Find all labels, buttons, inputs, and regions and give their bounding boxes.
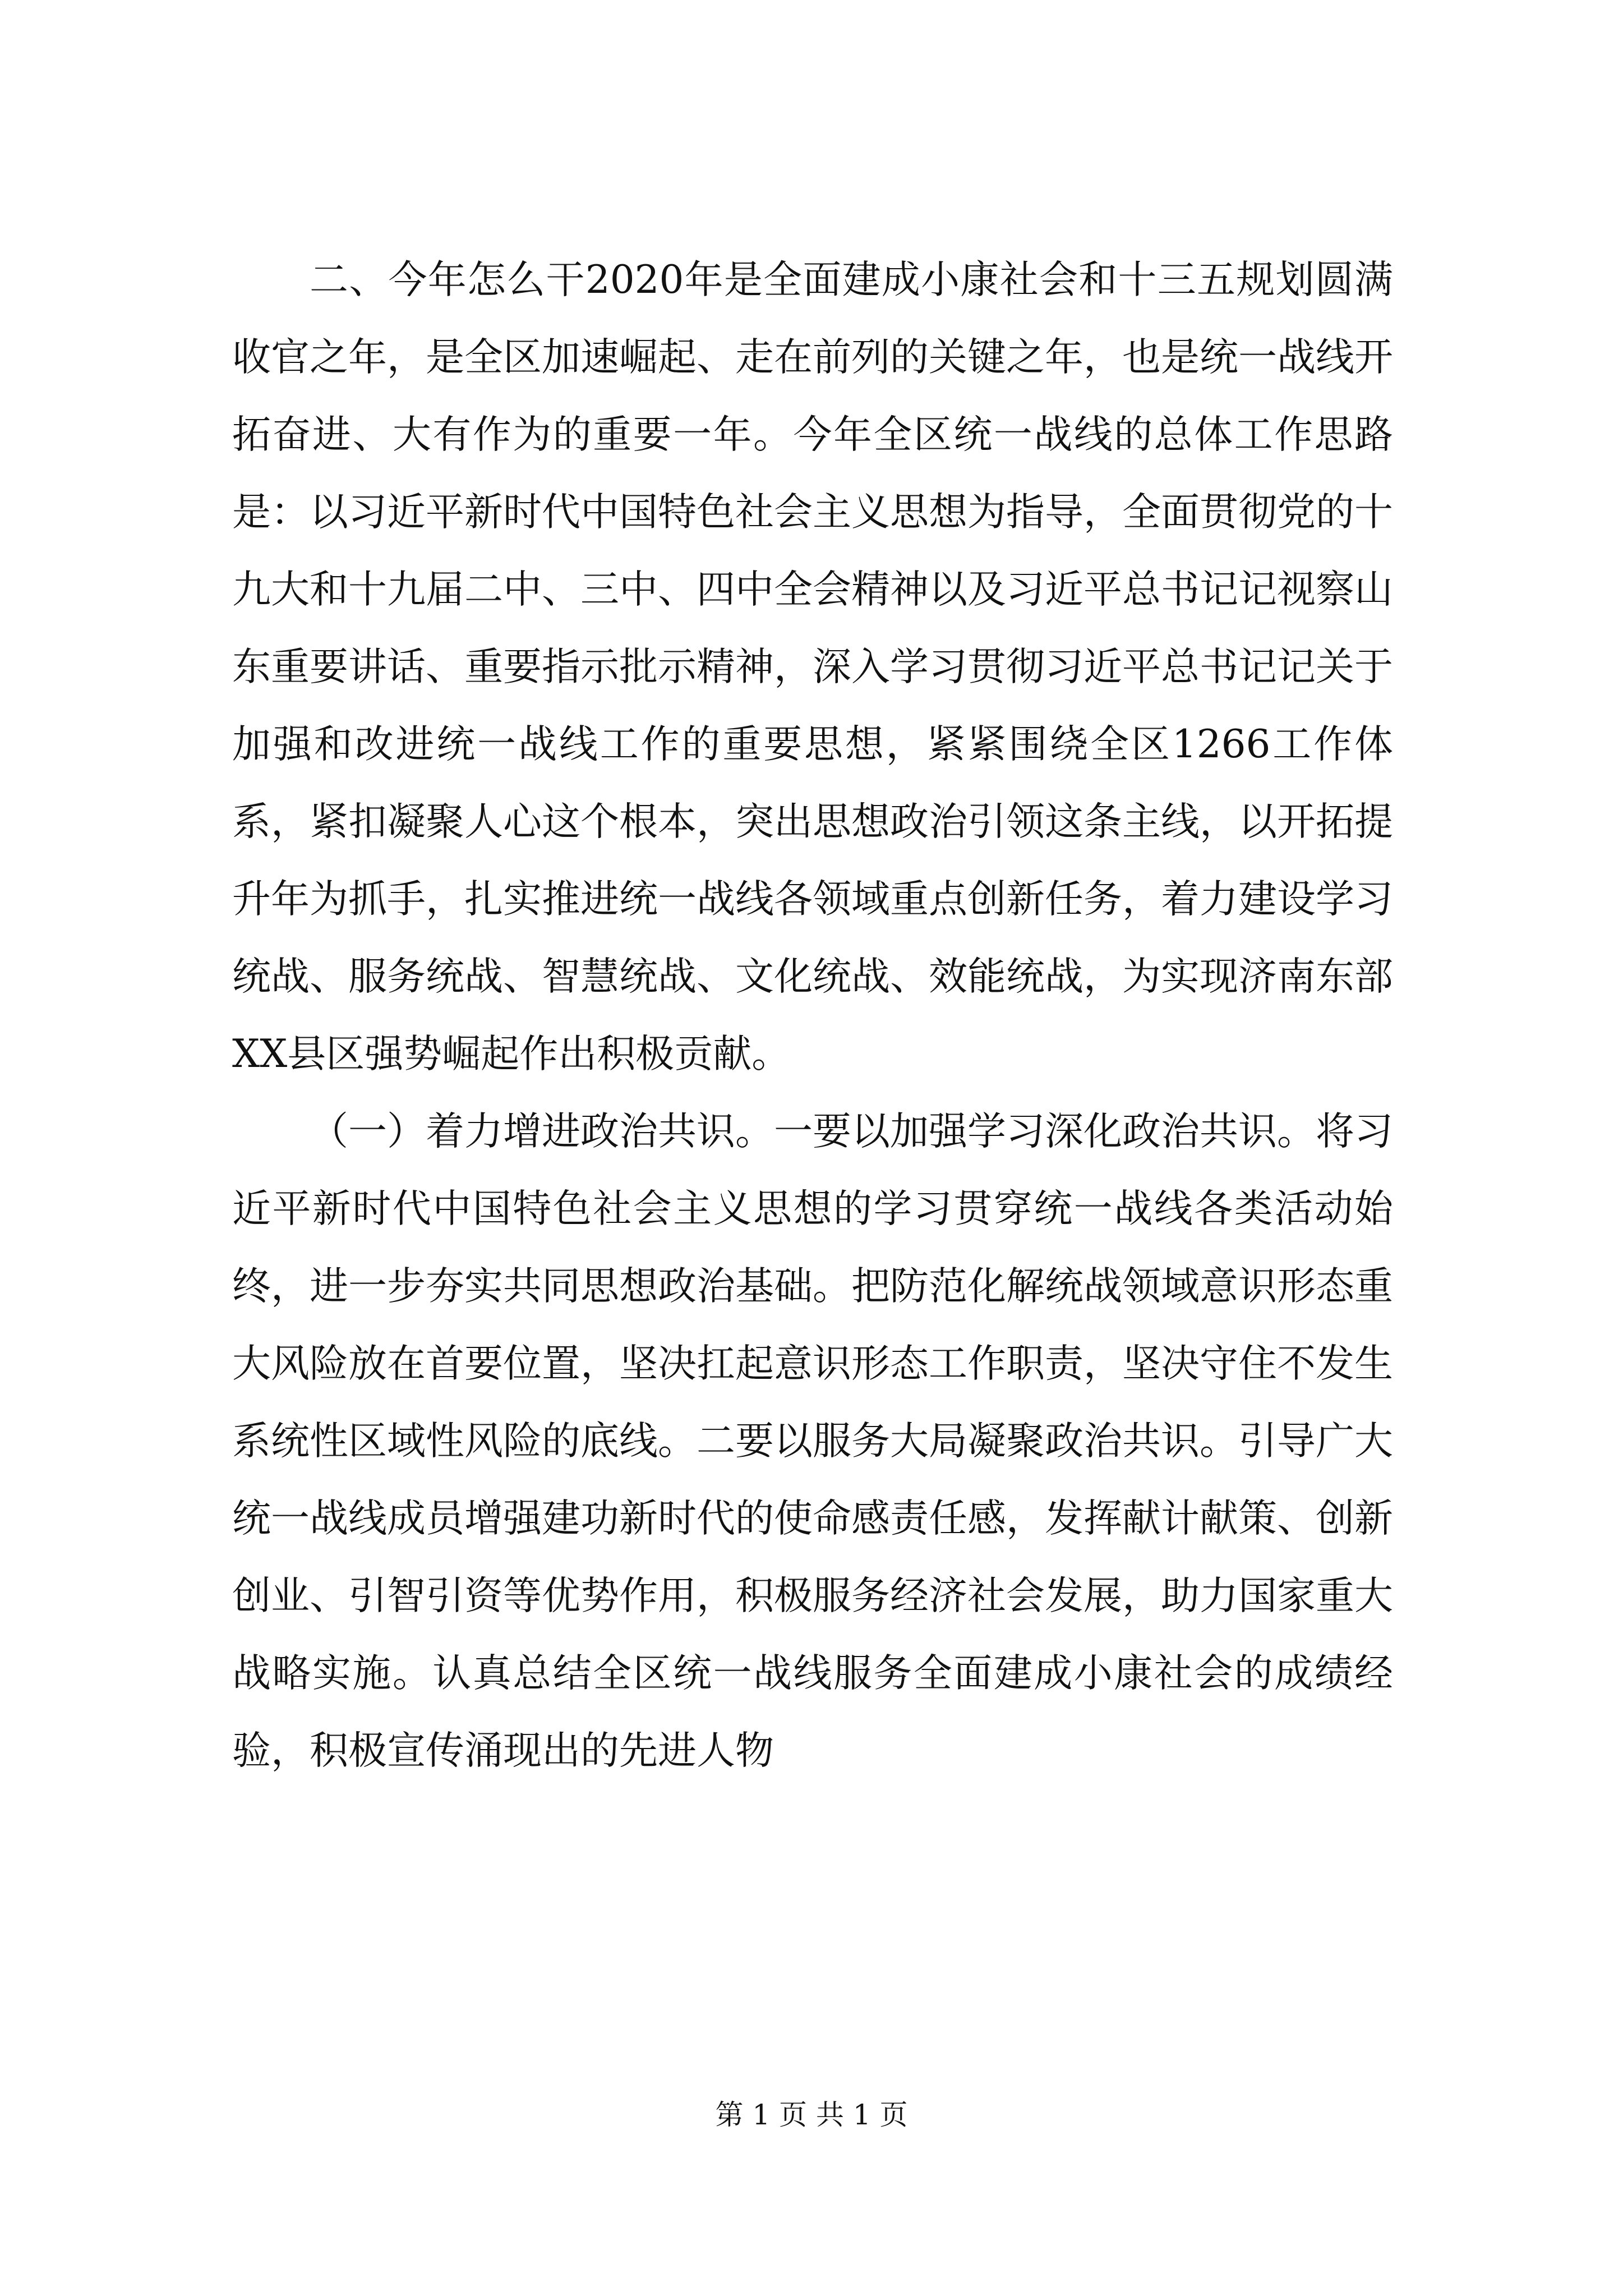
- paragraph-political-consensus: （一）着力增进政治共识。一要以加强学习深化政治共识。将习近平新时代中国特色社会主义思想的学习贯穿统一战线各类活动始终，进一步夯实共同思想政治基础。把防范化解统战领域意识形态重大风险放在首要位置，坚决扛起意识形态工作职责，坚决守住不发生系统性区域性风险的底线。二要以服务大局凝聚政治共识。引导广大统一战线成员增强建功新时代的使命感责任感，发挥献计献策、创新创业、引智引资等优势作用，积极服务经济社会发展，助力国家重大战略实施。认真总结全区统一战线服务全面建成小康社会的成绩经验，积极宣传涌现出的先进人物: [232, 1109, 1393, 1773]
- paragraph-plan-2020: 二、今年怎么干2020年是全面建成小康社会和十三五规划圆满收官之年，是全区加速崛起、走在前列的关键之年，也是统一战线开拓奋进、大有作为的重要一年。今年全区统一战线的总体工作思路是：以习近平新时代中国特色社会主义思想为指导，全面贯彻党的十九大和十九届二中、三中、四中全会精神以及习近平总书记记视察山东重要讲话、重要指示批示精神，深入学习贯彻习近平总书记记关于加强和改进统一战线工作的重要思想，紧紧围绕全区1266工作体系，紧扣凝聚人心这个根本，突出思想政治引领这条主线，以开拓提升年为抓手，扎实推进统一战线各领域重点创新任务，着力建设学习统战、服务统战、智慧统战、文化统战、效能统战，为实现济南东部XX县区强势崛起作出积极贡献。: [232, 257, 1393, 1076]
- document-body: [232, 241, 1393, 1789]
- page-footer: 第 1 页 共 1 页: [715, 2099, 908, 2131]
